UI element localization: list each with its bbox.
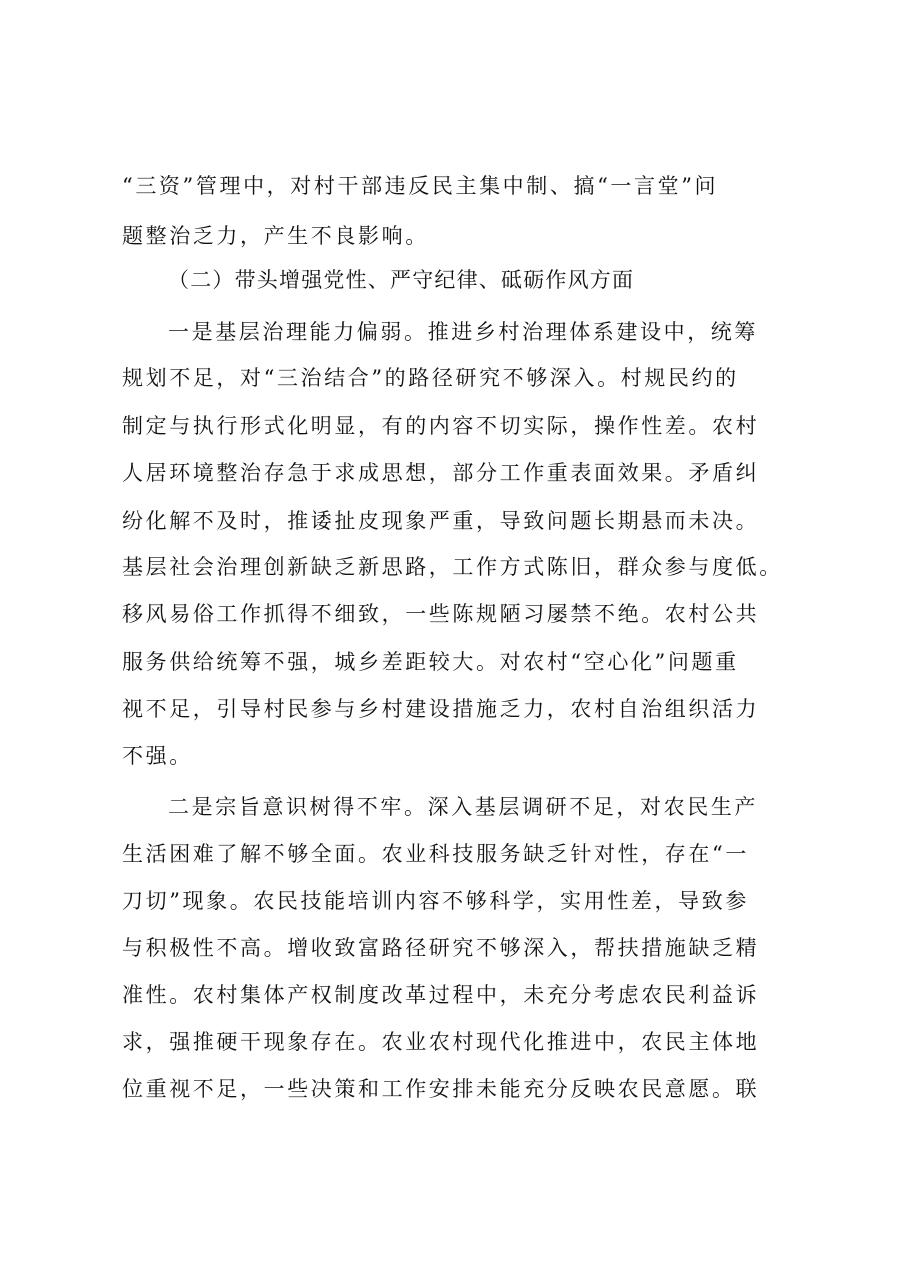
section-heading: （二）带头增强党性、严守纪律、砥砺作风方面 (168, 268, 635, 292)
paragraph-line: 一是基层治理能力偏弱。推进乡村治理体系建设中，统筹 (168, 320, 758, 344)
paragraph-line: 视不足，引导村民参与乡村建设措施乏力，农村自治组织活力 (122, 697, 760, 721)
paragraph-line: 准性。农村集体产权制度改革过程中，未充分考虑农民利益诉 (122, 983, 760, 1007)
paragraph-line: 与积极性不高。增收致富路径研究不够深入，帮扶措施缺乏精 (122, 936, 760, 960)
paragraph-line: 基层社会治理创新缺乏新思路，工作方式陈旧，群众参与度低。 (122, 555, 783, 579)
paragraph-line: 位重视不足，一些决策和工作安排未能充分反映农民意愿。联 (122, 1077, 760, 1101)
paragraph-line: 纷化解不及时，推诿扯皮现象严重，导致问题长期悬而未决。 (122, 509, 760, 533)
paragraph-line: 二是宗旨意识树得不牢。深入基层调研不足，对农民生产 (168, 795, 758, 819)
paragraph-line: 规划不足，对“三治结合”的路径研究不够深入。村规民约的 (122, 366, 739, 390)
paragraph-line: 生活困难了解不够全面。农业科技服务缺乏针对性，存在“一 (122, 842, 749, 866)
paragraph-line: 移风易俗工作抓得不细致，一些陈规陋习屡禁不绝。农村公共 (122, 602, 760, 626)
paragraph-line: “三资”管理中，对村干部违反民主集中制、搞“一言堂”问 (122, 174, 719, 198)
paragraph-line: 求，强推硬干现象存在。农业农村现代化推进中，农民主体地 (122, 1030, 760, 1054)
paragraph-line: 制定与执行形式化明显，有的内容不切实际，操作性差。农村 (122, 414, 760, 438)
paragraph-line: 不强。 (122, 744, 193, 768)
paragraph-line: 服务供给统筹不强，城乡差距较大。对农村“空心化”问题重 (122, 650, 739, 674)
paragraph-line: 题整治乏力，产生不良影响。 (122, 224, 429, 248)
paragraph-line: 人居环境整治存急于求成思想，部分工作重表面效果。矛盾纠 (122, 461, 760, 485)
paragraph-line: 刀切”现象。农民技能培训内容不够科学，实用性差，导致参 (122, 889, 749, 913)
